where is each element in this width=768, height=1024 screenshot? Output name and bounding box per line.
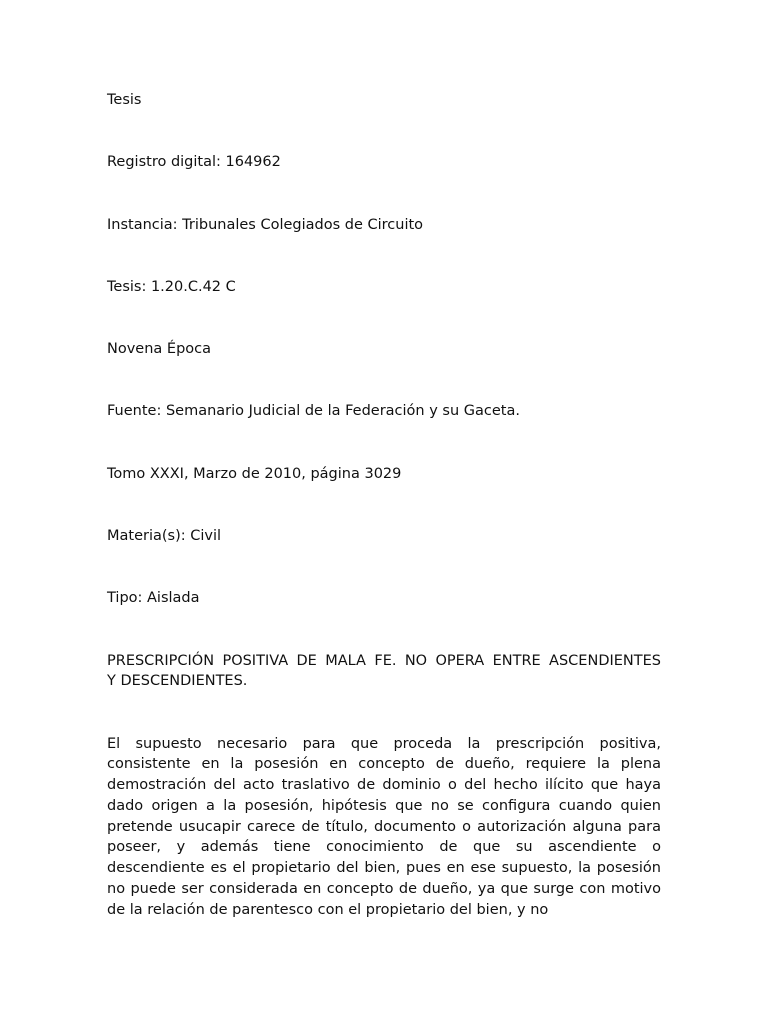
document-page xyxy=(107,90,661,920)
fuente: Fuente: Semanario Judicial de la Federación y su Gaceta. xyxy=(107,403,520,420)
thesis-title-line-2: Y DESCENDIENTES. xyxy=(107,673,248,690)
instancia: Instancia: Tribunales Colegiados de Circuito xyxy=(107,216,424,233)
thesis-title xyxy=(107,651,661,692)
tomo: Tomo XXXI, Marzo de 2010, página 3029 xyxy=(107,465,402,482)
epoca: Novena Época xyxy=(107,341,211,358)
thesis-body: El supuesto necesario para que proceda la prescripción positiva, consistente en la posesión en concepto de dueño, requiere la plena demostración del acto traslativo de dominio o del hecho ilícito que haya dado origen a la posesión, hipótesis que no se configura cuando quien pretende usucapir carece de título, documento o autorización alguna para poseer, y además tiene conocimiento de que su ascendiente o descendiente es el propietario del bien, pues en ese supuesto, la posesión no puede ser considerada en concepto de dueño, ya que surge con motivo de la relación de parentesco con el propietario del bien, y no xyxy=(107,735,661,918)
doc-type: Tesis xyxy=(107,92,142,108)
tipo: Tipo: Aislada xyxy=(107,590,200,607)
registro-digital: Registro digital: 164962 xyxy=(107,154,281,171)
tesis-number: Tesis: 1.20.C.42 C xyxy=(107,278,236,295)
materia: Materia(s): Civil xyxy=(107,528,222,545)
thesis-title-line-1: PRESCRIPCIÓN POSITIVA DE MALA FE. NO OPERA ENTRE ASCENDIENTES xyxy=(107,652,661,669)
